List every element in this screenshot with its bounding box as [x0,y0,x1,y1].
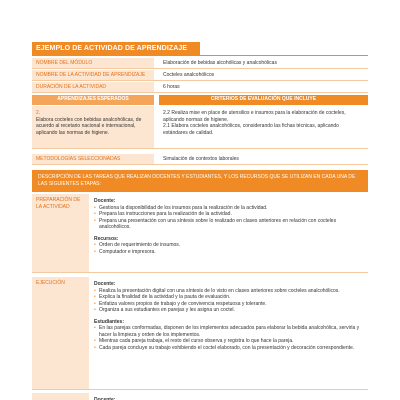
ejecucion-estudiante-item: • Cada pareja concluye su trabajo exhibiendo el coctel elaborado, con la presentación y decoración correspondiente. [94,345,364,352]
preparacion-recurso-item: • Orden de requerimiento de insumos. [94,242,364,249]
ejecucion-label: EJECUCIÓN [32,277,89,389]
aprendizajes-header: APRENDIZAJES ESPERADOS [32,95,154,105]
preparacion-label: PREPARACIÓN DE LA ACTIVIDAD [32,194,89,272]
cierre-docente-label: Docente: [94,397,116,400]
ejecucion-docente-label: Docente: [94,281,116,287]
preparacion-docente-item: • Gestiona la disponibilidad de los insumos para la realización de la actividad. [94,205,364,212]
cierre-label [32,393,89,400]
descripcion-bar: DESCRIPCIÓN DE LAS TAREAS QUE REALIZAN DOCENTES Y ESTUDIANTES, Y LOS RECURSOS QUE SE UTILIZAN EN CADA UNA DE LAS SIGUIENTES ETAPAS: [32,170,368,192]
ejecucion-estudiantes-label: Estudiantes: [94,318,125,325]
ejecucion-body [94,280,364,351]
criterios-header: CRITERIOS DE EVALUACIÓN QUE INCLUYE [159,95,368,105]
aprendizajes-body-row [32,106,368,149]
modulo-row [32,58,368,69]
metodologias-value: Simulación de contextos laborales [163,156,239,162]
metodologias-label: METODOLOGÍAS SELECCIONADAS [32,154,154,164]
preparacion-docente-item: • Prepara una presentación con una síntesis sobre lo realizado en clases anteriores en relación con cocteles analcohólicos. [94,218,364,231]
preparacion-body [94,197,364,255]
criterios-cell [159,106,368,148]
aprendizaje-number: 2. [36,110,41,116]
modulo-label: NOMBRE DEL MÓDULO [32,58,154,68]
preparacion-section [32,194,368,273]
duracion-value: 6 horas [163,84,180,90]
duracion-row [32,82,368,93]
criterio-item: 2.1 Elabora cocteles analcohólicos, considerando las fichas técnicas, aplicando estándares de calidad. [163,123,339,136]
ejecucion-estudiante-item: • Mientras cada pareja trabaja, el resto del curso observa y registra lo que hace la pareja. [94,338,364,345]
preparacion-recursos-label: Recursos: [94,235,119,242]
cierre-section [32,393,368,400]
page-title: EJEMPLO DE ACTIVIDAD DE APRENDIZAJE [32,42,200,55]
preparacion-docente-label: Docente: [94,198,116,204]
ejecucion-docente-item: • Enfatiza valores propios de trabajo y de convivencia respetuosa y tolerante. [94,301,364,308]
aprendizaje-cell [32,106,154,148]
ejecucion-estudiante-item: • En las parejas conformadas, disponen de los implementos adecuados para elaborar la bebida analcohólica, servirla y hacer la limpieza y orden de los implementos. [94,325,364,338]
preparacion-docente-item: • Prepara las instrucciones para la realización de la actividad. [94,211,364,218]
aprendizajes-header-row [32,95,368,105]
aprendizaje-text: Elabora cocteles con bebidas analcohólicas, de acuerdo al recetario nacional e internacional, aplicando las normas de higiene. [36,116,142,136]
ejecucion-docente-item: • Realiza la presentación digital con una síntesis de lo visto en clases anteriores sobre cocteles analcohólicos. [94,288,364,295]
metodologias-row [32,154,368,165]
cierre-body [94,396,364,400]
title-divider [32,55,368,56]
duracion-label: DURACIÓN DE LA ACTIVIDAD [32,82,154,92]
ejecucion-docente-item: • Explica la finalidad de la actividad y la pauta de evaluación. [94,294,364,301]
actividad-row [32,70,368,81]
actividad-label: NOMBRE DE LA ACTIVIDAD DE APRENDIZAJE [32,70,154,80]
criterio-item: 2.2 Realiza mise en place de utensilios e insumos para la elaboración de cocteles, aplicando normas de higiene. [163,110,346,123]
actividad-value: Cocteles analcohólicos [163,72,215,78]
modulo-value: Elaboración de bebidas alcohólicas y analcohólicas [163,60,277,66]
preparacion-recurso-item: • Computador e impresora. [94,249,364,256]
ejecucion-section [32,277,368,390]
ejecucion-docente-item: • Organiza a sus estudiantes en parejas y les asigna un coctel. [94,307,364,314]
